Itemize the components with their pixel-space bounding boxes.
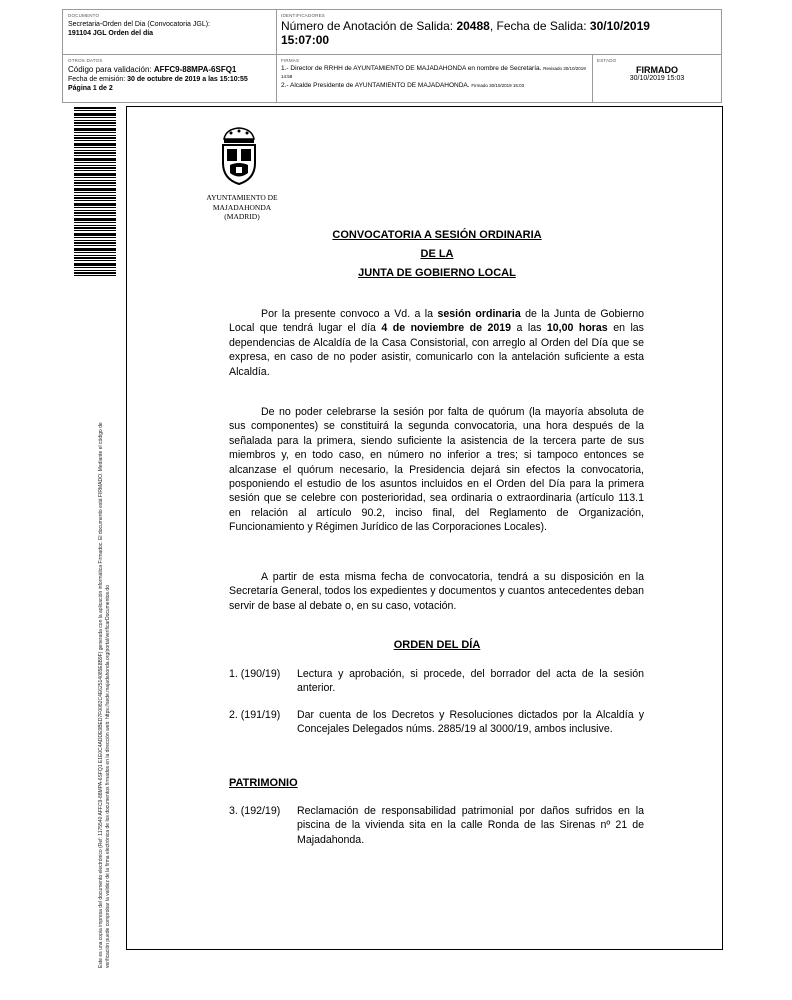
agenda-item-1 (229, 667, 644, 696)
firmas-label: FIRMAS (281, 58, 300, 63)
registro-fecha: 30/10/2019 (589, 19, 650, 33)
documento-line2: 191104 JGL Orden del día (68, 30, 154, 37)
firma-2 (281, 82, 588, 90)
emision-prefix: Fecha de emisión: (68, 76, 128, 83)
documento-label: DOCUMENTO (68, 13, 100, 18)
documento-cell (63, 10, 277, 55)
paragraph-expedientes: A partir de esta misma fecha de convocatoria, tendrá a su disposición en la Secretaría General, todos los expedientes y documentos y cuantos antecedentes deban servir de base al debate o, en su caso, votación. (229, 571, 644, 612)
firmas-cell (277, 55, 593, 102)
agenda-item-3-num: 3. (192/19) (229, 805, 281, 817)
barcode (74, 107, 116, 277)
agenda-item-2-text: Dar cuenta de los Decretos y Resoluciones dictados por la Alcaldía y Concejales Delegados núms. 2885/19 al 3000/19, ambos inclusive. (297, 709, 644, 736)
title-line1: CONVOCATORIA A SESIÓN ORDINARIA (332, 229, 542, 241)
p1-c: de la Junta de Gobierno Local que tendrá lugar el día (229, 308, 644, 335)
patrimonio-title: PATRIMONIO (229, 777, 298, 789)
paragraph-convocatoria (229, 307, 644, 379)
title-line3: JUNTA DE GOBIERNO LOCAL (358, 267, 516, 279)
agenda-item-1-num: 1. (190/19) (229, 668, 281, 680)
codigo-validacion: AFFC9-88MPA-6SFQ1 (153, 65, 237, 74)
document-page (126, 106, 723, 950)
otros-datos-cell (63, 55, 277, 102)
agenda-item-3-text: Reclamación de responsabilidad patrimonial por daños sufridos en la piscina de la vivienda sita en la calle Ronda de las Sirenas nº 21 de Majadahonda. (297, 805, 644, 846)
firma-1 (281, 65, 588, 81)
registro-prefix: Número de Anotación de Salida: (281, 19, 457, 33)
p1-f: 10,00 horas (546, 322, 608, 335)
codigo-prefix: Código para validación: (68, 65, 154, 74)
agenda-item-2 (229, 708, 644, 737)
firma-1-small: Revisado 30/10/2019 14:58 (281, 66, 586, 79)
pagina: Página 1 de 2 (68, 85, 113, 92)
side-text-line1: Este es una copia impresa del documento electrónico (Ref: 1175540 AFFC9-88MPA-6SFQ1 E1E0C4ADDE9BED7F0082C4E62514085E8B9F) generada con la aplicación informática Firmadoc. El documento está FIRMADO. Mediante el código de (98, 422, 104, 968)
p1-g: en las dependencias de Alcaldía de la Casa Consistorial, con arreglo al Orden del Día que se expresa, en caso de no poder asistir, comunicarlo con la antelación suficiente a esta Alcaldía. (229, 322, 644, 378)
firma-2-text: 2.- Alcalde Presidente de AYUNTAMIENTO DE MAJADAHONDA. (281, 82, 470, 89)
document-header (62, 9, 722, 103)
codigo-line (68, 65, 271, 75)
paragraph-quorum: De no poder celebrarse la sesión por falta de quórum (la mayoría absoluta de sus componentes) se constituirá la segunda convocatoria, una hora después de la señalada para la primera, siendo suficiente la asistencia de la tercera parte de sus miembros y, en todo caso, en número no inferior a tres; si tampoco entonces se alcanzase el quórum necesario, la Presidencia dejará sin efectos la convocatoria, posponiendo el estudio de los asuntos incluidos en el Orden del Día para la primera sesión que se celebre con posterioridad, sea ordinaria o extraordinaria (artículo 113.1 en relación al artículo 90.2, inciso final, del Reglamento de Organización, Funcionamiento y Régimen Jurídico de las Corporaciones Locales). (229, 406, 644, 534)
emision-fecha: 30 de octubre de 2019 a las 15:10:55 (127, 76, 248, 83)
firma-2-small: Firmado 30/10/2019 15:03 (471, 83, 525, 88)
registro-line (281, 19, 717, 47)
ayuntamiento-name (187, 193, 297, 222)
documento-line1: Secretaria-Orden del Dia (Convocatoria JGL): (68, 21, 211, 28)
identificadores-label: IDENTIFICADORES (281, 13, 326, 18)
agenda-item-2-num: 2. (191/19) (229, 709, 281, 721)
ayuntamiento-line3: (MADRID) (224, 212, 260, 221)
coat-of-arms-icon (214, 125, 264, 187)
agenda-item-1-text: Lectura y aprobación, si procede, del borrador del acta de la sesión anterior. (297, 668, 644, 695)
ayuntamiento-line1: AYUNTAMIENTO DE (206, 193, 278, 202)
p1-b: sesión ordinaria (437, 308, 521, 320)
title-line2: DE LA (420, 248, 454, 260)
p1-d: 4 de noviembre de 2019 (381, 322, 512, 335)
emision-line (68, 75, 271, 84)
identificadores-cell (277, 10, 721, 55)
registro-hora: 15:07:00 (281, 33, 330, 47)
agenda-item-3 (229, 804, 644, 847)
registro-numero: 20488 (456, 19, 490, 33)
estado-label: ESTADO (597, 58, 617, 63)
orden-del-dia-title: ORDEN DEL DÍA (393, 639, 481, 651)
p1-e: a las (511, 322, 547, 335)
estado-value: FIRMADO (636, 65, 678, 75)
estado-cell (593, 55, 721, 102)
firma-1-text: 1.- Director de RRHH de AYUNTAMIENTO DE MAJADAHONDA en nombre de Secretaría. (281, 65, 542, 72)
registro-mid: , Fecha de Salida: (489, 19, 590, 33)
estado-fecha: 30/10/2019 15:03 (629, 75, 685, 82)
otros-label: OTROS DATOS (68, 58, 103, 63)
p1-a: Por la presente convoco a Vd. a la (261, 308, 438, 320)
verification-side-text (98, 298, 111, 968)
side-text-line2: verificación puede comprobar la validez de la firma electrónica de los documentos firmados en la dirección web: https://sede.majadahonda.org/portal/verificarDocumentos.do (104, 585, 111, 968)
ayuntamiento-line2: MAJADAHONDA (212, 202, 272, 212)
